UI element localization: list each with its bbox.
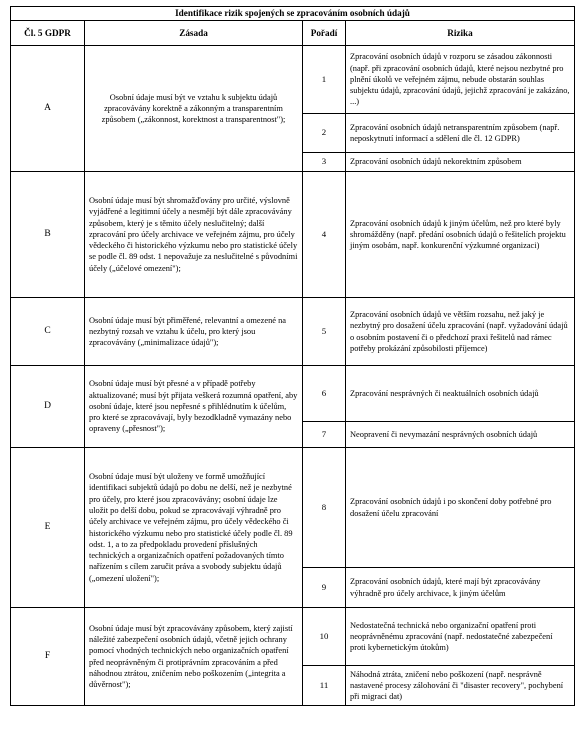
group-zasada: Osobní údaje musí být shromažďovány pro určité, výslovně vyjádřené a legitimní účely a nesmějí být dále zpracovávány způsobem, který je s těmito účely neslučitelný; další zpracování pro účely archivace ve veřejném zájmu, pro účely vědeckého či historického výzkumu nebo pro statistické účely se podle čl. 89 odst. 1 nepovažuje za neslučitelné s původními účely („účelové omezení"); — [85, 172, 303, 298]
risk-number: 4 — [303, 172, 346, 298]
group-letter: B — [11, 172, 85, 298]
header-poradi: Pořadí — [303, 21, 346, 46]
table-title: Identifikace rizik spojených se zpracováním osobních údajů — [11, 7, 575, 21]
group-letter: D — [11, 366, 85, 448]
group-letter: A — [11, 46, 85, 172]
risk-text: Zpracování osobních údajů i po skončení doby potřebné pro dosažení účelu zpracování — [346, 448, 575, 568]
risk-text: Náhodná ztráta, zničení nebo poškození (např. nesprávně nastavené procesy zálohování či "disaster recovery", pochybení při migraci dat) — [346, 666, 575, 706]
group-zasada: Osobní údaje musí být uloženy ve formě umožňující identifikaci subjektů údajů po dobu ne delší, než je nezbytné pro účely, pro které jsou zpracovávány; osobní údaje lze uložit po delší dobu, pokud se zpracovávají výhradně pro účely archivace ve veřejném zájmu, pro účely vědeckého či historického výzkumu nebo pro statistické účely podle čl. 89 odst. 1, a to za předpokladu provedení příslušných technických a organizačních opatření požadovaných tímto nařízením s cílem zaručit práva a svobody subjektu údajů („omezení uložení"); — [85, 448, 303, 608]
risk-text: Nedostatečná technická nebo organizační opatření proti neoprávněnému zpracování (např. nedostatečné zabezpečení proti kybernetickým útokům) — [346, 608, 575, 666]
risk-number: 8 — [303, 448, 346, 568]
group-letter: E — [11, 448, 85, 608]
risk-text: Neopravení či nevymazání nesprávných osobních údajů — [346, 422, 575, 448]
risk-text: Zpracování osobních údajů k jiným účelům, než pro které byly shromážděny (např. předání osobních údajů o řešitelích projektu jiným osobám, např. konkurenční výzkumné organizaci) — [346, 172, 575, 298]
group-zasada: Osobní údaje musí být přiměřené, relevantní a omezené na nezbytný rozsah ve vztahu k účelu, pro který jsou zpracovávány („minimalizace údajů"); — [85, 298, 303, 366]
risk-text: Zpracování osobních údajů, které mají být zpracovávány výhradně pro účely archivace, k jiným účelům — [346, 568, 575, 608]
document — [10, 6, 575, 706]
risk-text: Zpracování nesprávných či neaktuálních osobních údajů — [346, 366, 575, 422]
group-letter: F — [11, 608, 85, 706]
risk-number: 6 — [303, 366, 346, 422]
group-zasada: Osobní údaje musí být zpracovávány způsobem, který zajistí náležité zabezpečení osobních údajů, včetně jejich ochrany pomocí vhodných technických nebo organizačních opatření před neoprávněným či protiprávním zpracováním a před náhodnou ztrátou, zničením nebo poškozením („integrita a důvěrnost"); — [85, 608, 303, 706]
risk-table — [10, 6, 575, 706]
risk-text: Zpracování osobních údajů netransparentním způsobem (např. neposkytnutí informací a sdělení dle čl. 12 GDPR) — [346, 114, 575, 153]
group-zasada: Osobní údaje musí být přesné a v případě potřeby aktualizované; musí být přijata veškerá rozumná opatření, aby osobní údaje, které jsou nepřesné s přihlédnutím k účelům, pro které se zpracovávají, byly bezodkladně vymazány nebo opraveny („přesnost"); — [85, 366, 303, 448]
risk-number: 3 — [303, 153, 346, 172]
risk-text: Zpracování osobních údajů ve větším rozsahu, než jaký je nezbytný pro dosažení účelu zpracování (např. vyžadování údajů o osobním postavení či o předchozí praxi řešitelů nad rámec potřeby prokázání způsobilosti příjemce) — [346, 298, 575, 366]
risk-text: Zpracování osobních údajů v rozporu se zásadou zákonnosti (např. při zpracování osobních údajů, které nejsou nezbytné pro plnění úkolů ve veřejném zájmu, nebude obstarán souhlas subjektu údajů, zpracování údajů, jejichž zpracování je zakázáno, ...) — [346, 46, 575, 114]
header-zasada: Zásada — [85, 21, 303, 46]
risk-number: 11 — [303, 666, 346, 706]
risk-number: 5 — [303, 298, 346, 366]
header-rizika: Rizika — [346, 21, 575, 46]
risk-number: 7 — [303, 422, 346, 448]
group-letter: C — [11, 298, 85, 366]
risk-text: Zpracování osobních údajů nekorektním způsobem — [346, 153, 575, 172]
risk-number: 1 — [303, 46, 346, 114]
risk-number: 10 — [303, 608, 346, 666]
group-zasada: Osobní údaje musí být ve vztahu k subjektu údajů zpracovávány korektně a zákonným a transparentním způsobem („zákonnost, korektnost a transparentnost"); — [85, 46, 303, 172]
risk-number: 2 — [303, 114, 346, 153]
header-clanek: Čl. 5 GDPR — [11, 21, 85, 46]
risk-number: 9 — [303, 568, 346, 608]
